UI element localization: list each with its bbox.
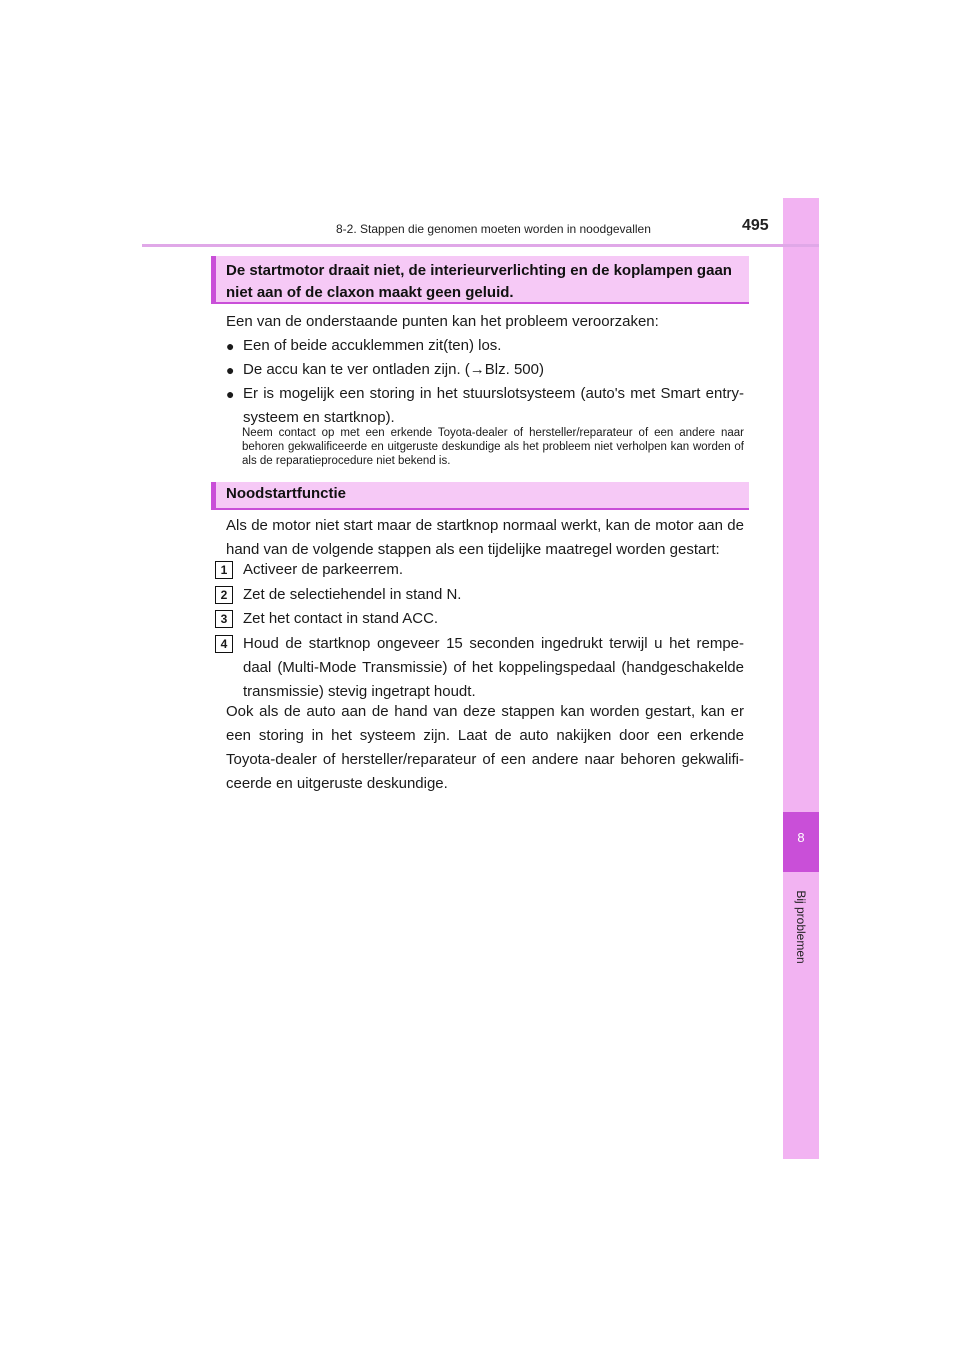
bullet-text: Een of beide accuklemmen zit(ten) los. [243,337,502,354]
list-item [226,358,744,382]
bullet-icon: ● [226,338,235,354]
page-number: 495 [742,217,769,234]
step-item [215,607,744,631]
list-item [226,382,744,430]
step-text: Zet de selectiehendel in stand N. [243,586,462,603]
chapter-label: Bij problemen [794,890,808,964]
section-heading-starter: De startmotor draait niet, de interieurverlichting en de koplampen gaan niet aan of de claxon maakt geen geluid. [211,256,749,302]
step-number: 4 [215,635,233,653]
section1-note: Neem contact op met een erkende Toyota-dealer of hersteller/reparateur of een andere naar behoren gekwalificeerde en uitgeruste deskundige als het probleem niet verholpen kan worden of als de reparatieprocedure niet bekend is. [242,427,744,467]
step-number: 2 [215,586,233,604]
step-item [215,583,744,607]
step-item [215,558,744,582]
header-rule [142,244,819,247]
list-item [226,334,744,358]
side-chapter-tab [783,198,819,1159]
step-text: Zet het contact in stand ACC. [243,610,439,627]
chapter-number: 8 [797,830,805,845]
step-item [215,632,744,704]
bullet-text: Er is mogelijk een storing in het stuurslotsysteem (auto's met Smart entry-systeem en startknop). [243,385,744,426]
section-heading-emergency-start: Noodstartfunctie [211,482,749,508]
section1-intro: Een van de onderstaande punten kan het probleem veroorzaken: [226,313,659,330]
running-header: 8-2. Stappen die genomen moeten worden in noodgevallen [336,222,651,236]
section2-closing: Ook als de auto aan de hand van deze stappen kan worden gestart, kan er een storing in het systeem zijn. Laat de auto nakijken door een erkende Toyota-dealer of hersteller/reparateur of een andere naar behoren gekwalifi-ceerde en uitgeruste deskundige. [226,703,744,792]
bullet-icon: ● [226,386,235,402]
bullet-icon: ● [226,362,235,378]
step-text: Activeer de parkeerrem. [243,561,404,578]
section2-intro: Als de motor niet start maar de startknop normaal werkt, kan de motor aan de hand van de volgende stappen als een tijdelijke maatregel worden gestart: [226,517,744,558]
step-text: Houd de startknop ongeveer 15 seconden ingedrukt terwijl u het rempe-daal (Multi-Mode Transmissie) of het koppelingspedaal (handgeschakelde transmissie) stevig ingetrapt houdt. [243,635,744,700]
step-number: 3 [215,610,233,628]
step-number: 1 [215,561,233,579]
bullet-text: De accu kan te ver ontladen zijn. (→Blz. 500) [243,361,544,378]
